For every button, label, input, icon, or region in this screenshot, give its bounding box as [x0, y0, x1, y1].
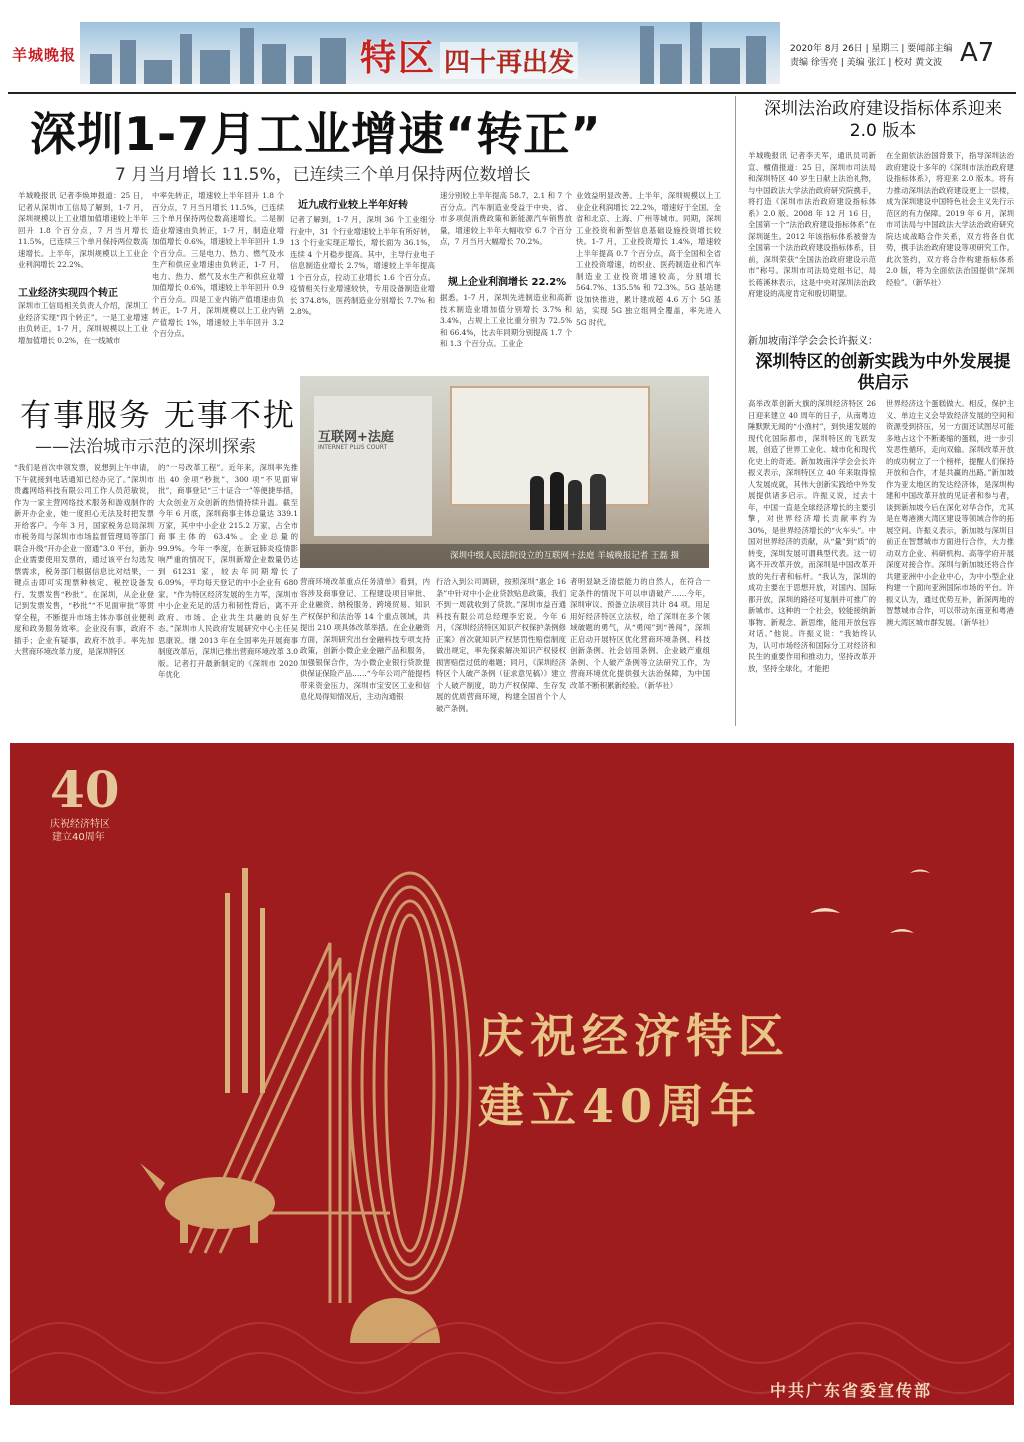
right-mid-col2: 世界经济这个蛋糕做大。相反，保护主义、单边主义会导致经济发展的空间和资源受到挤压，另一方面还试图尽可能多地占这个不断萎缩的蛋糕，进一步引发恶性循环，走向双输。深圳改革开放的成功树立了一个榜样，提醒人们保持开放和合作，才是共赢的出路。”新加坡作为亚太地区的发达经济体，是深圳构建和中国改革开放的见证者和参与者，谈到新加坡今后在深化对华合作，尤其是在粤港澳大湾区建设等领域合作的拓展空间。许振义表示，新加坡与深圳目前正在智慧城市方面进行合作，大力推动双方企业、科研机构、高等学府开展深度对接合作。深圳与新加坡还将合作共建亚洲中小企业中心，为中小型企业构建一个面向亚洲国际市场的平台。许振义认为，通过优势互补，新深两地的智慧城市合作，可以带动东南亚和粤港澳大湾区城市群发展。（新华社）	[886, 399, 1014, 627]
service-col5: 者明显缺乏清偿能力的自然人，在符合一定条件的情况下可以申请破产……今年，深圳审议、预备立法项目共计 84 项。用足用好经济特区立法权，给了深圳在多个领域破题的勇气，从“勇闯”到“善闯”，深圳正启动开展特区优化营商环境条例、科技创新条例、社会信用条例、企业破产重组条例、个人破产条例等立法研究工作，为营商环境优化提供强大法治保障，为中国改革不断积累新经验。（新华社）	[570, 577, 710, 690]
building	[90, 54, 112, 84]
right-mid-col1: 高举改革创新大旗的深圳经济特区 26 日迎来建立 40 周年的日子，从南粤边陲默默无闻的“小渔村”，到快速发展的现代化国际都市，深圳特区的飞跃发展，创造了世界工业化、城市化和现代化史上的奇迹。新加坡南洋学会会长许振义表示，深圳特区立 40 年来取得惊人发展成就，其伟大创新实践给中外发展提供诸多启示。许振义说，过去十年，中国一直是全球经济增长的主要引擎，对世界经济增长贡献率约为 30%，是世界经济增长的“火车头”。中国对世界经济的贡献，从“量”到“质”的转变，深圳发展可谓典型代表。这一切离不开改革开放，而深圳是中国改革开放的先行者和标杆。“我认为，深圳的成功主要在于思想开放，对国内、国际都开放，深圳的路径可复制并可推广的新城市。这种的一个社会，较能接纳新事物、新观念、新思维，能用开放包容对话。”他说。许振义说：“我始终认为，认可市场经济和国际分工对经济和民生的重要作用和推动力，坚持改革开放，坚持全球化，才能把	[748, 399, 876, 673]
big-40-graphic	[170, 873, 470, 1303]
service-col2: 的“一号改革工程”。近年来，深圳率先推出 40 余项“秒批”、300 项“不见面审批”，商事登记“三十证合一”等便捷举措，大众创业万众创新的热情持续升温。截至今年 6 月底，深圳商事主体总量达 339.1 万家，其中中小企业 215.2 万家，占全市商事主体的 63.4%。企业总量的 99.9%。今年一季度，在新冠肺炎疫情影响严重的情况下，深圳新增企业数量仍达到 61231 家，较去年同期增长了 6.09%，平均每天登记的中小企业有 680 家。“作为特区经济发展的生力军，深圳市中小企业充足的活力和韧性背后，离不开政府、市场、企业共生共融的良好生态。”深圳市人民政府发展研究中心主任吴思康说。继 2013 年在全国率先开展商事制度改革后，深圳已推出营商环境改革 3.0 版。记者打开最新制定的《深圳市 2020 年优化	[158, 463, 298, 679]
building	[200, 50, 230, 84]
building	[320, 38, 346, 84]
ad-logo-text-2: 建立40周年	[52, 832, 105, 843]
service-col3: 营商环境改革重点任务清单》看到，内容涉及商事登记、工程建设项目审批、企业融资、纳税服务、跨境贸易、知识产权保护和法治等 14 个重点领域，共提出 210 项具体改革举措。在企业融资方面，深圳研究出台金融科技专项支持政策，创新小微企业金融产品和服务，加强银保合作，为小微企业银行贷款提供保证保险产品……“今年公司产能提档带来资金压力，深圳市宝安区工业和信息化局得知情况后，主动沟通银	[300, 577, 430, 701]
main-headline: 深圳1-7月工业增速“转正”	[30, 107, 602, 161]
court-photo	[300, 376, 709, 568]
building	[144, 60, 172, 84]
building	[240, 28, 254, 84]
dome-building-icon	[350, 1298, 440, 1343]
bird-icons	[810, 870, 930, 934]
banner-subtitle: 四十再出发	[440, 42, 578, 79]
building	[746, 36, 766, 84]
building	[690, 22, 702, 84]
main-col3: 记者了解到，1-7 月，深圳 36 个工业细分行业中，31 个行业增速较上半年有所好转，13 个行业实现正增长，增长面为 36.1%，连续 4 个月稳步提高。其中，主导行业电子信息制造业增长 2.7%，增速较上半年提高 1 个百分点，拉动工业增长 1.6 个百分点。疫情相关行业增速较快，专用设备制造业增长 374.8%，医药制造业分别增长 7.7% 和 2.8%。	[290, 215, 435, 316]
person	[590, 474, 606, 530]
photo-sign: 互联网+法庭	[318, 430, 394, 445]
right-mid-headline: 深圳特区的创新实践为中外发展提供启示	[755, 352, 1011, 393]
service-col1: “我们是首次申领发票，说想到上午申请，下午就接到电话通知已经办完了。”深圳市贵鑫网络科技有限公司工作人员范敏说，作为一家主营网络技术服务和游戏制作的新开办企业，她一度担心无法及时把发票开给客户。今年 3 月，国家税务总局深圳市税务局与深圳市市场监督管理局等部门联合升级“开办企业一窗通”3.0 平台，新办企业需要使用发票的，通过该平台勾选发票需求，税务部门根据信息比对结果，一键点击即可实现票种核定、税控设备发行、发票发售“秒批”。在深圳，从企业登记到发票发售，“秒批”“不见面审批”等贯穿全程，不断提升市场主体办事创业便利度和政务服务效率。企业没有事，政府不插手；企业有疑事，政府不放手。率先加大营商环境改革力度，是深圳特区	[14, 463, 154, 656]
main-col5: 业效益明显改善。上半年，深圳规模以上工业企业利润增长 22.2%，增速好于全国、全省和北京、上海、广州等城市。同期，深圳工业投资和新型信息基础设施投资增长较快。1-7 月，工业投资增长 1.4%，增速较上半年提高 0.7 个百分点，高于全国和全省工业投资增速，纺织业、医药制造业和汽车制造业工业投资增速较高，分别增长 564.7%、135.5% 和 72.3%。5G 基站建设加快推进，累计建成超 4.6 万个 5G 基站，实现 5G 独立组网全覆盖，率先进入 5G 时代。	[576, 191, 721, 327]
section-head: 近九成行业较上半年好转	[298, 200, 408, 211]
photo-sign-en: INTERNET PLUS COURT	[318, 444, 388, 451]
person	[568, 480, 582, 530]
page-info	[790, 42, 952, 70]
main-col4: 速分别较上半年提高 58.7、2.1 和 7 个百分点。汽车制造业受益于中央、省、市多项促消费政策和新能源汽车销售放量，增速较上半年大幅收窄 6.7 个百分点，7 月当月大幅增长 70.2%。	[440, 191, 572, 246]
ad-title-line1: 庆祝经济特区	[478, 1009, 790, 1063]
building	[294, 56, 312, 84]
main-subhead: 7 月当月增长 11.5%，已连续三个单月保持两位数增长	[115, 165, 531, 185]
service-headline: 有事服务 无事不扰	[20, 398, 296, 434]
right-top-col1: 羊城晚报讯 记者李天军，通讯员司新宣、檀倩报道：25 日，深圳市司法局和深圳特区 40 岁生日献上法治礼物，与中国政法大学法治政府研究院携手，将打造《深圳市法治政府建设指标体系》2.0 版。2008 年 12 月 16 日，全国第一个“法治政府建设指标体系”在深圳诞生。2012 年该指标体系被誉为全国第一个法治政府建设指标体系，目前，深圳荣获“全国法治政府建设示范市”称号。深圳市司法局党组书记、局长蒋溪林表示，这是中央对深圳法治政府建设的高度肯定和殷切期望。	[748, 151, 876, 298]
newspaper-logo: 羊城晚报	[12, 46, 77, 64]
right-top-headline: 深圳法治政府建设指标体系迎来 2.0 版本	[764, 99, 1002, 141]
building	[640, 26, 654, 84]
main-col1b: 深圳市工信局相关负责人介绍，深圳工业经济实现“四个转正”。一是工业增速由负转正，1-7 月，深圳规模以上工业增加值增长 0.2%，在一线城市	[18, 301, 148, 345]
right-top-col2: 在全面依法治国背景下，指导深圳法治政府建设十多年的《深圳市法治政府建设指标体系》，将迎来 2.0 版本。将有力推动深圳法治政府建设更上一层楼，成为深圳建设中国特色社会主义先行示范区的有力保障。2019 年 6 月，深圳市司法局与中国政法大学法治政府研究院达成战略合作关系，双方将各自优势，携手法治政府建设等项研究工作。此次签约，双方将合作构建指标体系 2.0 版，将为全面依法治国提供“深圳经验”。（新华社）	[886, 151, 1014, 287]
building	[660, 44, 682, 84]
staff-line: 责编 徐雪亮 | 美编 张江 | 校对 黄文波	[790, 58, 943, 68]
person	[530, 476, 544, 530]
wall-panel	[314, 396, 432, 536]
ad-logo-text-1: 庆祝经济特区	[50, 819, 110, 830]
service-subhead: ——法治城市示范的深圳探索	[35, 437, 256, 457]
section-head: 工业经济实现四个转正	[18, 288, 118, 299]
main-col1: 羊城晚报讯 记者李焕坤报道：25 日，记者从深圳市工信局了解到，1-7 月，深圳规模以上工业增加值增速较上半年回升 1.8 个百分点，7 月当月增长 11.5%，已连续三个单月保持两位数高速增长。上半年，深圳规模以上工业企业利润增长 22.2%。	[18, 191, 148, 269]
section-head: 规上企业利润增长 22.2%	[448, 277, 567, 288]
building	[120, 40, 136, 84]
column-divider	[735, 96, 736, 726]
ad-title-line2: 建立40周年	[478, 1079, 763, 1133]
masthead-rule	[8, 92, 1016, 94]
ad-sponsor: 中共广东省委宣传部	[770, 1381, 933, 1400]
tower-icons	[225, 868, 265, 1093]
main-col2: 中率先转正，增速较上半年回升 1.8 个百分点，7 月当月增长 11.5%，已连续三个单月保持两位数高速增长。二是制造业增速由负转正，1-7 月，制造业增加值增长 0.6%，增速较上半年回升 1.9 个百分点。三是电力、热力、燃气及水生产和供应业增速由负转正，1-7 月，电力、热力、燃气及水生产和供应业增加值增长 0.6%，增速较上半年回升 0.9 个百分点。四是工业内销产值增速由负转正，1-7 月，深圳规模以上工业内销产值增长 1%，增速较上半年回升 3.2 个百分点。	[152, 191, 284, 338]
building	[180, 34, 192, 84]
main-col4b: 据悉，1-7 月，深圳先进制造业和高新技术制造业增加值分别增长 3.7% 和 3.4%，占规上工业比重分别为 72.5% 和 66.4%，比去年同期分别提高 1.7 个和 1.3 个百分点。工业企	[440, 293, 572, 348]
service-col4: 行洽入到公司调研，按照深圳“惠企 16 条”中针对中小企业贷款贴息政策，我们不到一周就收到了贷款。”深圳市益百通科技有限公司总经理李宏说。今年 6 月，《深圳经济特区知识产权保护条例修正案》首次就知识产权惩罚性赔偿制度做出规定，率先探索解决知识产权侵权损害赔偿过低的难题；同月，《深圳经济特区个人破产条例（征求意见稿）》建立个人破产制度，助力产权保障、生存发展的优质营商环境，构建全国首个个人破产条例。	[436, 577, 566, 713]
right-mid-kicker: 新加坡南洋学会会长许振义：	[748, 336, 878, 347]
person	[550, 472, 564, 530]
banner-title: 特区	[360, 37, 437, 79]
page-number: A7	[960, 38, 995, 68]
date-line: 2020年 8月 26日 | 星期三 | 要闻部主编	[790, 44, 953, 54]
photo-caption: 深圳中级人民法院设立的互联网＋法庭 羊城晚报记者 王磊 摄	[450, 551, 680, 561]
building	[262, 44, 286, 84]
building	[710, 48, 740, 84]
ad-logo-40: 40	[50, 760, 120, 819]
